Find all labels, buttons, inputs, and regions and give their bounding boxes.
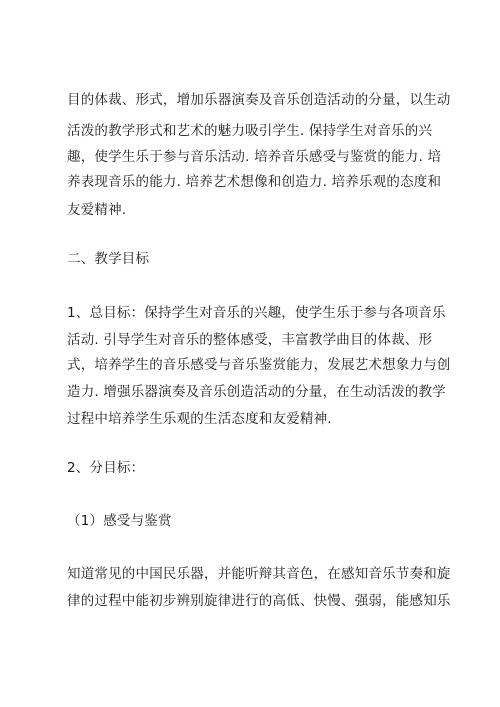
paragraph-1-line-2: 活泼的教学形式和艺术的魅力吸引学生. 保持学生对音乐的兴 bbox=[67, 123, 433, 139]
paragraph-3-line-1: 知道常见的中国民乐器，并能听辩其音色，在感知音乐节奏和旋 bbox=[67, 566, 451, 582]
paragraph-2-line-5: 过程中培养学生乐观的生活态度和友爱精神. bbox=[67, 411, 332, 427]
subsection-heading: 2、分目标： bbox=[67, 460, 145, 476]
paragraph-2-line-4: 造力. 增强乐器演奏及音乐创造活动的分量，在生动活泼的教学 bbox=[67, 384, 446, 400]
subsubsection-heading: （1）感受与鉴赏 bbox=[67, 513, 172, 529]
paragraph-2-line-1: 1、总目标：保持学生对音乐的兴趣，使学生乐于参与各项音乐 bbox=[67, 305, 446, 321]
paragraph-1-line-3: 趣，使学生乐于参与音乐活动. 培养音乐感受与鉴赏的能力. 培 bbox=[67, 149, 442, 165]
paragraph-1-line-4: 养表现音乐的能力. 培养艺术想像和创造力. 培养乐观的态度和 bbox=[67, 174, 442, 190]
paragraph-2-line-3: 式，培养学生的音乐感受与音乐鉴赏能力，发展艺术想象力与创 bbox=[67, 357, 451, 373]
paragraph-1-line-1: 目的体裁、形式，增加乐器演奏及音乐创造活动的分量，以生动 bbox=[67, 92, 451, 108]
section-heading: 二、教学目标 bbox=[67, 251, 150, 267]
paragraph-2-line-2: 活动. 引导学生对音乐的整体感受，丰富教学曲目的体裁、形 bbox=[67, 332, 433, 348]
paragraph-3-line-2: 律的过程中能初步辨别旋律进行的高低、快慢、强弱，能感知乐 bbox=[67, 593, 451, 609]
paragraph-1-line-5: 友爱精神. bbox=[67, 202, 127, 218]
